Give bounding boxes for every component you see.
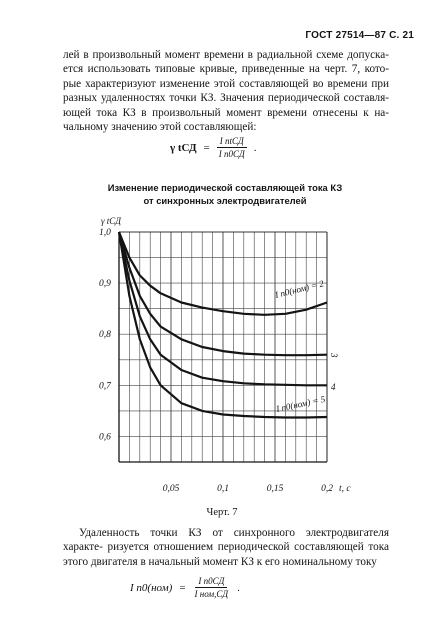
chart-title-line1: Изменение периодической составляющей тока КЗ [107, 182, 343, 193]
formula-trail: . [253, 141, 257, 154]
formula2-numerator: I п0СД [195, 576, 227, 588]
formula2-lhs: I п0(ном) [130, 581, 173, 594]
formula2-trail: . [237, 581, 240, 594]
x-tick-label: 0,15 [266, 484, 284, 494]
formula-ratio [130, 576, 240, 599]
series-label-2: 3 [329, 353, 339, 358]
series-label-4: I п0(ном) = 5 [275, 393, 327, 414]
series-label-3: 4 [331, 382, 336, 392]
y-axis-label: γ tСД [101, 216, 122, 226]
formula-denominator: I п0СД [218, 149, 245, 159]
y-tick-label: 1,0 [99, 228, 111, 238]
y-tick-label: 0,7 [99, 381, 111, 392]
x-axis-label: t, c [339, 484, 351, 494]
y-tick-label: 0,9 [99, 279, 111, 290]
figure-caption: Черт. 7 [206, 507, 238, 518]
formula2-equals: = [179, 581, 186, 594]
formula-lhs: γ tСД [170, 141, 197, 154]
x-tick-label: 0,05 [162, 484, 180, 494]
x-tick-label: 0,2 [321, 484, 333, 494]
formula-equals: = [203, 141, 210, 154]
chart-title-line2: от синхронных электродвигателей [143, 195, 307, 206]
x-tick-label: 0,1 [217, 484, 229, 494]
paragraph-intro: лей в произвольный момент времени в радиальной схеме допуска- ется использовать типовые кривые, приведенные на черт. 7, кото- рые характеризуют изменение этой составляющей во времени при разных удаленностях точки КЗ. Значения периодической составля- ющей тока КЗ в произвольный момент времени отнесены к на- чальному значению этой составляющей: [63, 49, 389, 134]
formula2-denominator: I ном,СД [194, 589, 229, 599]
page-header: ГОСТ 27514—87 С. 21 [305, 30, 414, 41]
y-tick-label: 0,8 [99, 330, 111, 341]
y-tick-label: 0,6 [99, 432, 111, 443]
formula2-fraction [192, 576, 232, 599]
series-label-1: I п0(ном) = 2 [274, 278, 325, 300]
paragraph-remoteness: Удаленность точки КЗ от синхронного электродвигателя характе- ризуется отношением периодической составляющей тока этого двигателя в начальный момент КЗ к его номинальному току [63, 527, 389, 568]
formula-numerator: I пtСД [217, 136, 247, 148]
